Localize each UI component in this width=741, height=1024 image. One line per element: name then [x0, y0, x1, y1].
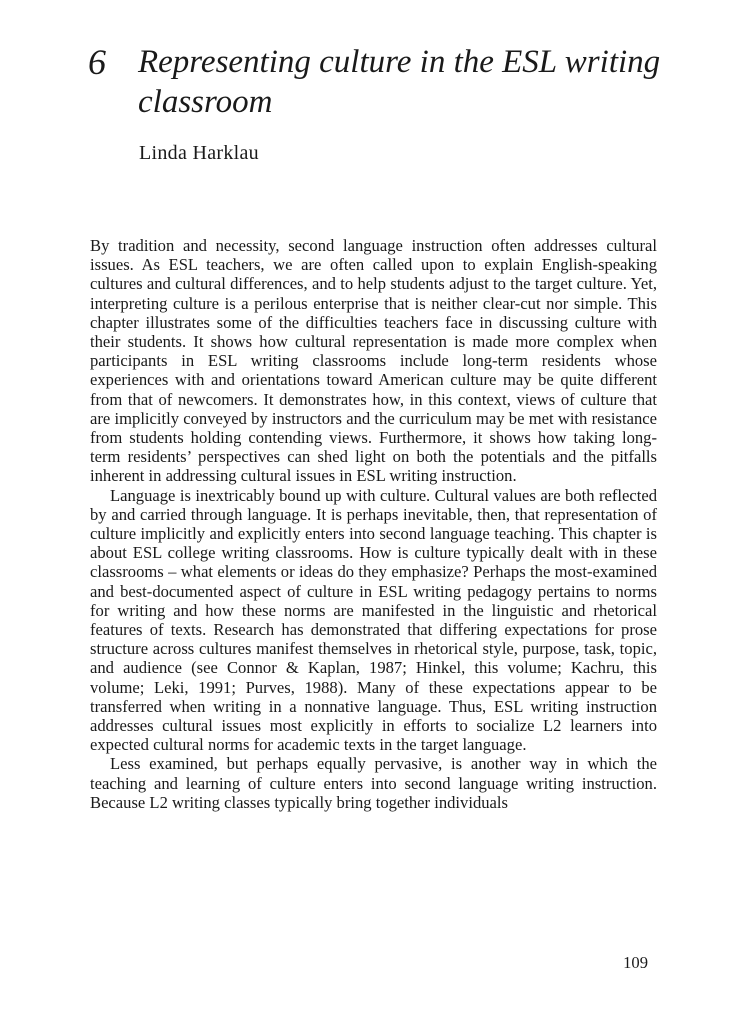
chapter-body: [90, 236, 657, 812]
paragraph: Less examined, but perhaps equally pervasive, is another way in which the teaching and learning of culture enters into second language writing instruction. Because L2 writing classes typically bring together individuals: [90, 754, 657, 812]
chapter-author: Linda Harklau: [139, 142, 259, 164]
page-number: 109: [623, 953, 648, 972]
chapter-title: Representing culture in the ESL writing classroom: [138, 44, 661, 120]
chapter-number: 6: [88, 42, 106, 82]
paragraph: By tradition and necessity, second language instruction often addresses cultural issues. As ESL teachers, we are often called upon to explain English-​speaking cultures and cultural differences, and to help students adjust to the target culture. Yet, interpreting culture is a perilous enterprise that is neither clear-cut nor simple. This chapter illustrates some of the difficulties teachers face in discussing culture with their students. It shows how cultural representation is made more complex when participants in ESL writing classrooms include long-term residents whose experiences with and orientations toward American culture may be quite different from that of newcomers. It demonstrates how, in this context, views of culture that are implicitly conveyed by instructors and the curriculum may be met with resistance from students holding contending views. Furthermore, it shows how taking long-term residents’ perspectives can shed light on both the potentials and the pitfalls inherent in addressing cultural issues in ESL writing instruction.: [90, 236, 657, 486]
paragraph: Language is inextricably bound up with culture. Cultural values are both reflected by and carried through language. It is perhaps inevitable, then, that representation of culture implicitly and explicitly enters into second language teaching. This chapter is about ESL college writing classrooms. How is culture typically dealt with in these classrooms – what elements or ideas do they emphasize? Perhaps the most-examined and best-documented aspect of culture in ESL writing pedagogy pertains to norms for writing and how these norms are manifested in the linguistic and rhetorical features of texts. Research has demonstrated that differing expectations for prose structure across cultures manifest themselves in rhetorical style, purpose, task, topic, and audience (see Connor & Kaplan, 1987; Hinkel, this volume; Kachru, this volume; Leki, 1991; Purves, 1988). Many of these expectations appear to be transferred when writing in a nonnative language. Thus, ESL writing instruction addresses cultural issues most explicitly in efforts to socialize L2 learners into expected cultural norms for academic texts in the target language.: [90, 485, 657, 755]
